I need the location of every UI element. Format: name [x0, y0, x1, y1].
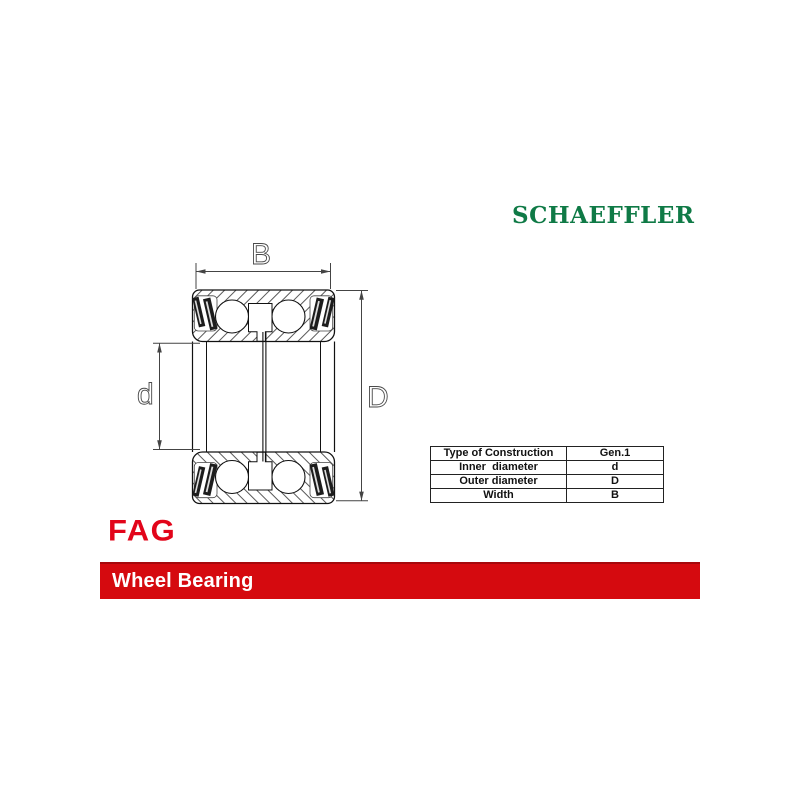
spec-value: B [567, 489, 664, 503]
spec-table [430, 446, 664, 503]
table-row [431, 461, 664, 475]
dimension-label-b: B [250, 238, 272, 271]
spec-value: Gen.1 [567, 447, 664, 461]
spec-label: Outer diameter [431, 475, 567, 489]
fag-logo: FAG [108, 513, 177, 548]
table-row [431, 475, 664, 489]
spec-label: Inner diameter [431, 461, 567, 475]
dimension-inner-diameter-d [137, 343, 200, 449]
dimension-label-outer-d: D [367, 381, 389, 414]
product-banner [100, 562, 700, 599]
bearing-diagram [120, 235, 400, 515]
table-row [431, 489, 664, 503]
spec-value: D [567, 475, 664, 489]
dimension-width-b [196, 238, 331, 289]
banner-title: Wheel Bearing [112, 570, 254, 592]
table-row [431, 447, 664, 461]
spec-label: Type of Construction [431, 447, 567, 461]
dimension-label-d: d [137, 378, 154, 411]
spec-value: d [567, 461, 664, 475]
bore-lines [193, 332, 335, 462]
schaeffler-logo: SCHAEFFLER [512, 202, 695, 229]
spec-label: Width [431, 489, 567, 503]
dimension-outer-diameter-d [336, 291, 389, 501]
